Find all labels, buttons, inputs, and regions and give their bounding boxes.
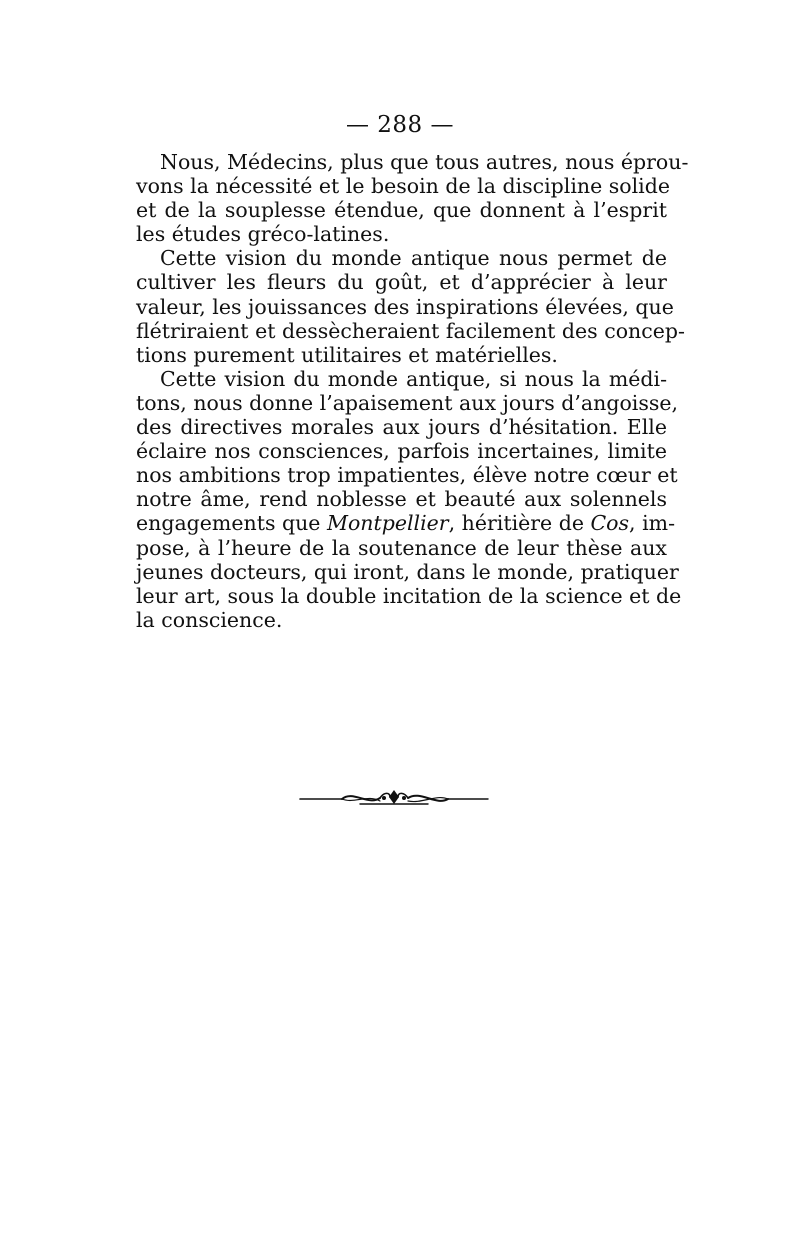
text-segment: les études gréco-latines.: [136, 222, 390, 247]
italic-text: Cos: [590, 511, 630, 536]
text-line: [136, 318, 685, 343]
text-line: [136, 198, 667, 222]
text-line: [136, 439, 667, 463]
text-line: [136, 511, 676, 536]
tailpiece-ornament-icon: [298, 784, 490, 810]
text-line: [136, 487, 667, 511]
text-segment: Cette vision du monde antique, si nous la médi-: [160, 366, 667, 391]
text-line: [136, 174, 670, 199]
text-segment: cultiver les fleurs du goût, et d’apprécier à leur: [136, 270, 667, 295]
text-line: [136, 222, 667, 246]
text-segment: pose, à l’heure de la soutenance de leur thèse aux: [136, 535, 667, 560]
text-segment: nos ambitions trop impatientes, élève notre cœur et: [136, 463, 678, 488]
text-segment: Cette vision du monde antique nous permet de: [160, 246, 667, 271]
text-segment: , im-: [629, 511, 676, 536]
text-segment: engagements que: [136, 511, 327, 536]
text-line: [136, 150, 689, 174]
text-line: [136, 559, 679, 584]
text-segment: jeunes docteurs, qui iront, dans le monde, pratiquer: [136, 559, 679, 584]
text-line: [136, 463, 678, 488]
text-segment: éclaire nos consciences, parfois incertaines, limite: [136, 439, 667, 464]
text-line: [136, 536, 667, 560]
text-segment: des directives morales aux jours d’hésitation. Elle: [136, 415, 667, 440]
text-segment: et de la souplesse étendue, que donnent à l’esprit: [136, 198, 667, 223]
text-segment: valeur, les jouissances des inspirations élevées, que: [136, 294, 674, 319]
text-segment: la conscience.: [136, 607, 283, 632]
text-segment: , héritière de: [448, 511, 591, 536]
text-line: [136, 608, 667, 632]
text-line: [136, 270, 667, 294]
text-line: [136, 390, 679, 415]
text-segment: notre âme, rend noblesse et beauté aux solennels: [136, 487, 667, 512]
text-line: [136, 246, 667, 270]
text-segment: flétriraient et dessècheraient facilement des concep-: [136, 318, 685, 343]
text-segment: tons, nous donne l’apaisement aux jours d’angoisse,: [136, 390, 679, 415]
body-text: [136, 150, 689, 632]
page-number: — 288 —: [345, 112, 455, 138]
text-line: [136, 343, 667, 367]
text-line: [136, 415, 667, 439]
text-segment: vons la nécessité et le besoin de la discipline solide: [136, 174, 670, 199]
italic-text: Montpellier: [326, 511, 449, 536]
text-line: [136, 367, 667, 391]
text-segment: tions purement utilitaires et matérielles.: [136, 342, 558, 367]
text-segment: leur art, sous la double incitation de la science et de: [136, 583, 682, 608]
text-line: [136, 294, 674, 319]
text-line: [136, 583, 682, 608]
text-segment: Nous, Médecins, plus que tous autres, nous éprou-: [160, 150, 689, 174]
